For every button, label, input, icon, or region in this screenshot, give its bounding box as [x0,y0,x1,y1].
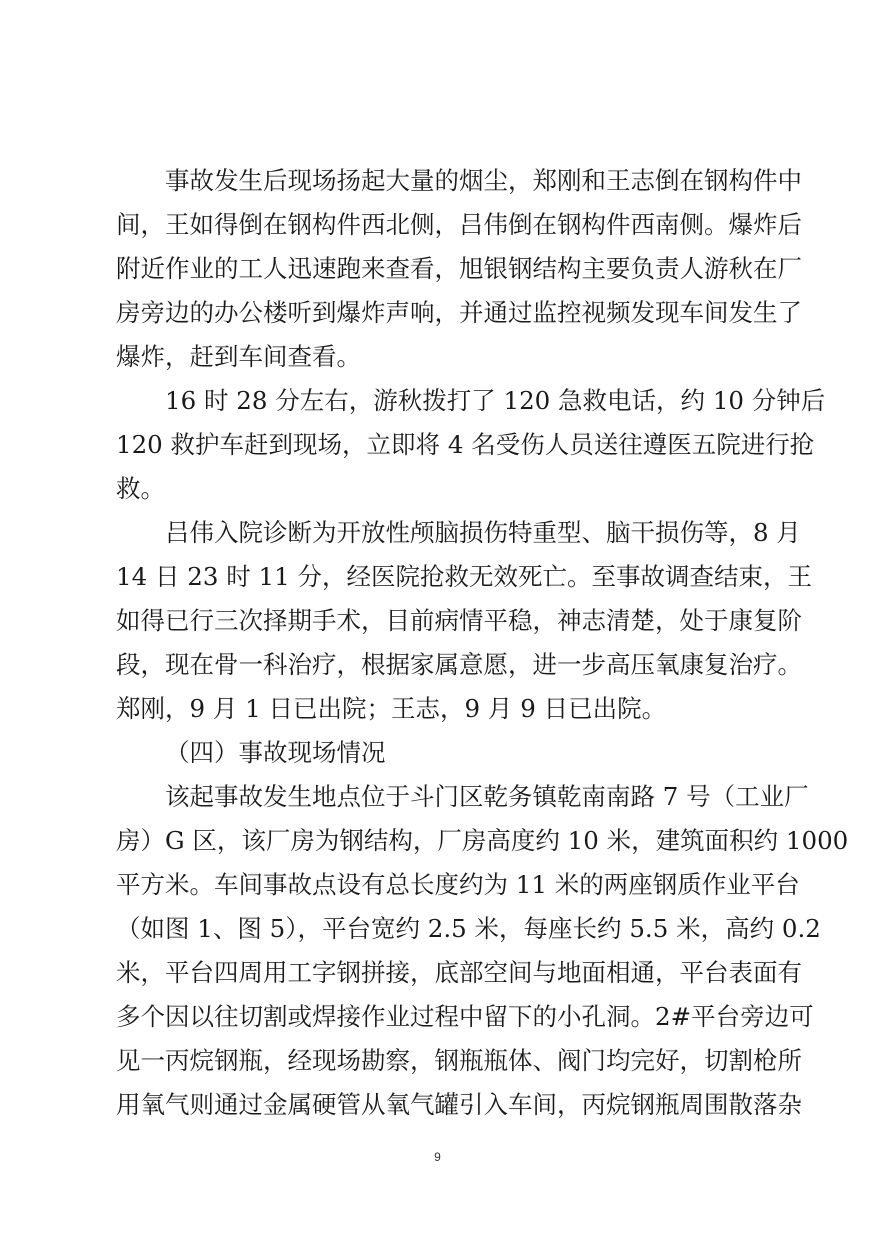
paragraph-4-line-8: 用氧气则通过金属硬管从氧气罐引入车间，丙烷钢瓶周围散落杂 [116,1090,802,1119]
paragraph-3-line-1: 吕伟入院诊断为开放性颅脑损伤特重型、脑干损伤等，8 月 [165,518,801,547]
paragraph-2-line-1: 16 时 28 分左右，游秋拨打了 120 急救电话，约 10 分钟后 [165,386,826,415]
paragraph-2-line-2: 120 救护车赶到现场，立即将 4 名受伤人员送往遵医五院进行抢 [116,430,815,459]
section-heading: （四）事故现场情况 [165,738,386,767]
paragraph-3-line-2: 14 日 23 时 11 分，经医院抢救无效死亡。至事故调查结束，王 [116,562,812,591]
paragraph-2-line-3: 救。 [116,474,165,503]
paragraph-1-line-3: 附近作业的工人迅速跑来查看，旭银钢结构主要负责人游秋在厂 [116,254,802,283]
paragraph-4-line-2: 房）G 区，该厂房为钢结构，厂房高度约 10 米，建筑面积约 1000 [116,826,849,855]
paragraph-4-line-1: 该起事故发生地点位于斗门区乾务镇乾南南路 7 号（工业厂 [165,782,809,811]
paragraph-1-line-4: 房旁边的办公楼听到爆炸声响，并通过监控视频发现车间发生了 [116,298,802,327]
paragraph-1-line-2: 间，王如得倒在钢构件西北侧，吕伟倒在钢构件西南侧。爆炸后 [116,210,802,239]
page-number: 9 [434,1150,441,1164]
paragraph-4-line-4: （如图 1、图 5），平台宽约 2.5 米，每座长约 5.5 米，高约 0.2 [116,914,821,943]
paragraph-1-line-5: 爆炸，赶到车间查看。 [116,342,361,371]
paragraph-3-line-4: 段，现在骨一科治疗，根据家属意愿，进一步高压氧康复治疗。 [116,650,802,679]
paragraph-4-line-3: 平方米。车间事故点设有总长度约为 11 米的两座钢质作业平台 [116,870,800,899]
paragraph-3-line-5: 郑刚，9 月 1 日已出院；王志，9 月 9 日已出院。 [116,694,667,723]
paragraph-3-line-3: 如得已行三次择期手术，目前病情平稳，神志清楚，处于康复阶 [116,606,802,635]
paragraph-4-line-7: 见一丙烷钢瓶，经现场勘察，钢瓶瓶体、阀门均完好，切割枪所 [116,1046,802,1075]
paragraph-1-line-1: 事故发生后现场扬起大量的烟尘，郑刚和王志倒在钢构件中 [165,166,802,195]
paragraph-4-line-5: 米，平台四周用工字钢拼接，底部空间与地面相通，平台表面有 [116,958,802,987]
paragraph-4-line-6: 多个因以往切割或焊接作业过程中留下的小孔洞。2#平台旁边可 [116,1002,814,1031]
